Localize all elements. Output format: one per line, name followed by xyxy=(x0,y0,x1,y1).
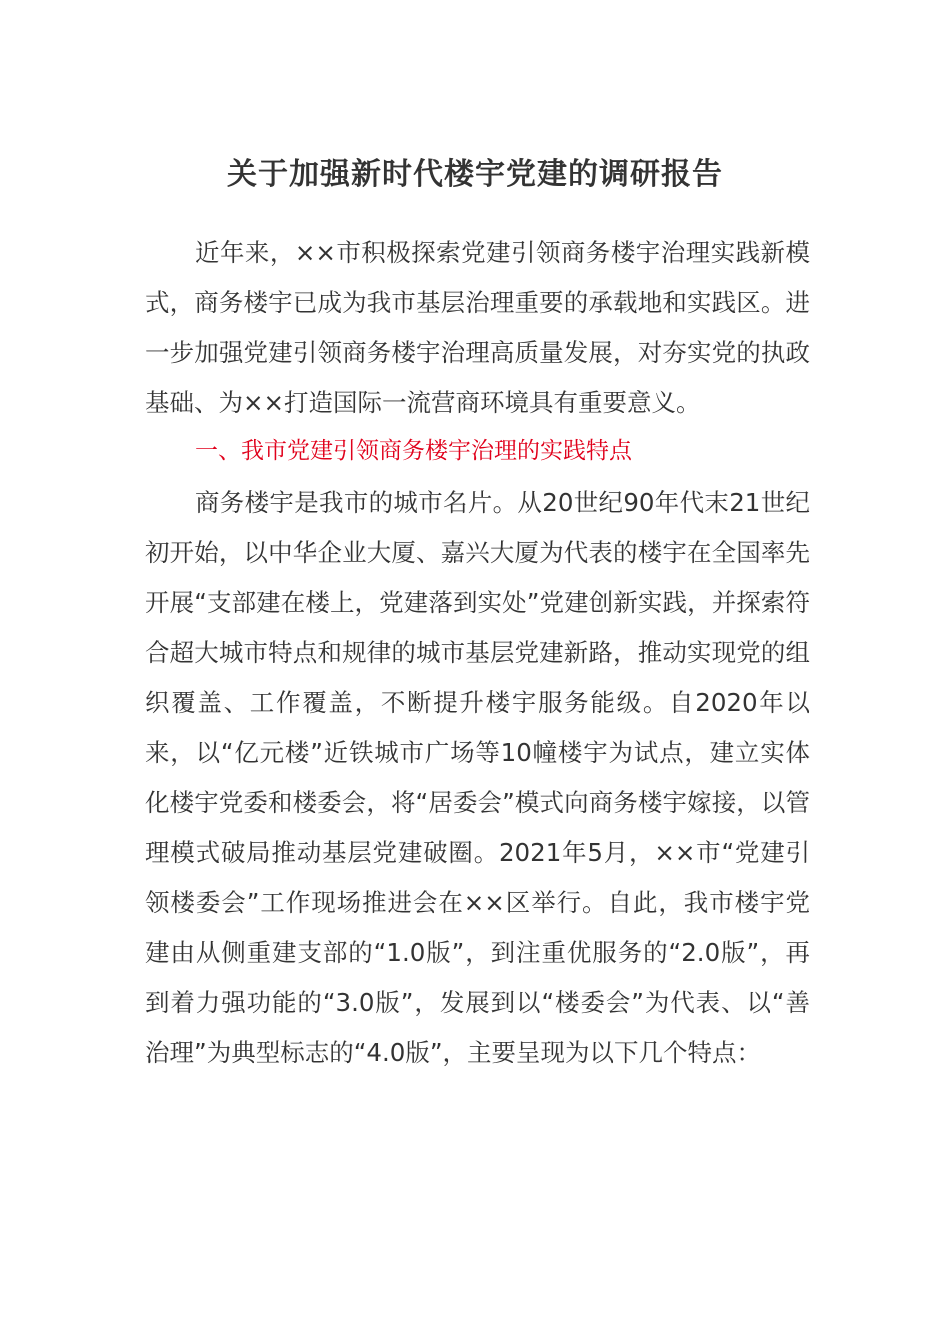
section-heading: 一、我市党建引领商务楼宇治理的实践特点 xyxy=(195,438,632,464)
body-paragraph: 商务楼宇是我市的城市名片。从20世纪90年代末21世纪初开始，以中华企业大厦、嘉兴大厦为代表的楼宇在全国率先开展“支部建在楼上，党建落到实处”党建创新实践，并探索符合超大城市特点和规律的城市基层党建新路，推动实现党的组织覆盖、工作覆盖，不断提升楼宇服务能级。自2020年以来，以“亿元楼”近铁城市广场等10幢楼宇为试点，建立实体化楼宇党委和楼委会，将“居委会”模式向商务楼宇嫁接，以管理模式破局推动基层党建破圈。2021年5月，××市“党建引领楼委会”工作现场推进会在××区举行。自此，我市楼宇党建由从侧重建支部的“1.0版”，到注重优服务的“2.0版”，再到着力强功能的“3.0版”，发展到以“楼委会”为代表、以“善治理”为典型标志的“4.0版”，主要呈现为以下几个特点： xyxy=(145,488,810,1067)
intro-paragraph: 近年来，××市积极探索党建引领商务楼宇治理实践新模式，商务楼宇已成为我市基层治理重要的承载地和实践区。进一步加强党建引领商务楼宇治理高质量发展，对夯实党的执政基础、为××打造国际一流营商环境具有重要意义。 xyxy=(145,238,810,417)
document-title: 关于加强新时代楼宇党建的调研报告 xyxy=(227,157,723,192)
